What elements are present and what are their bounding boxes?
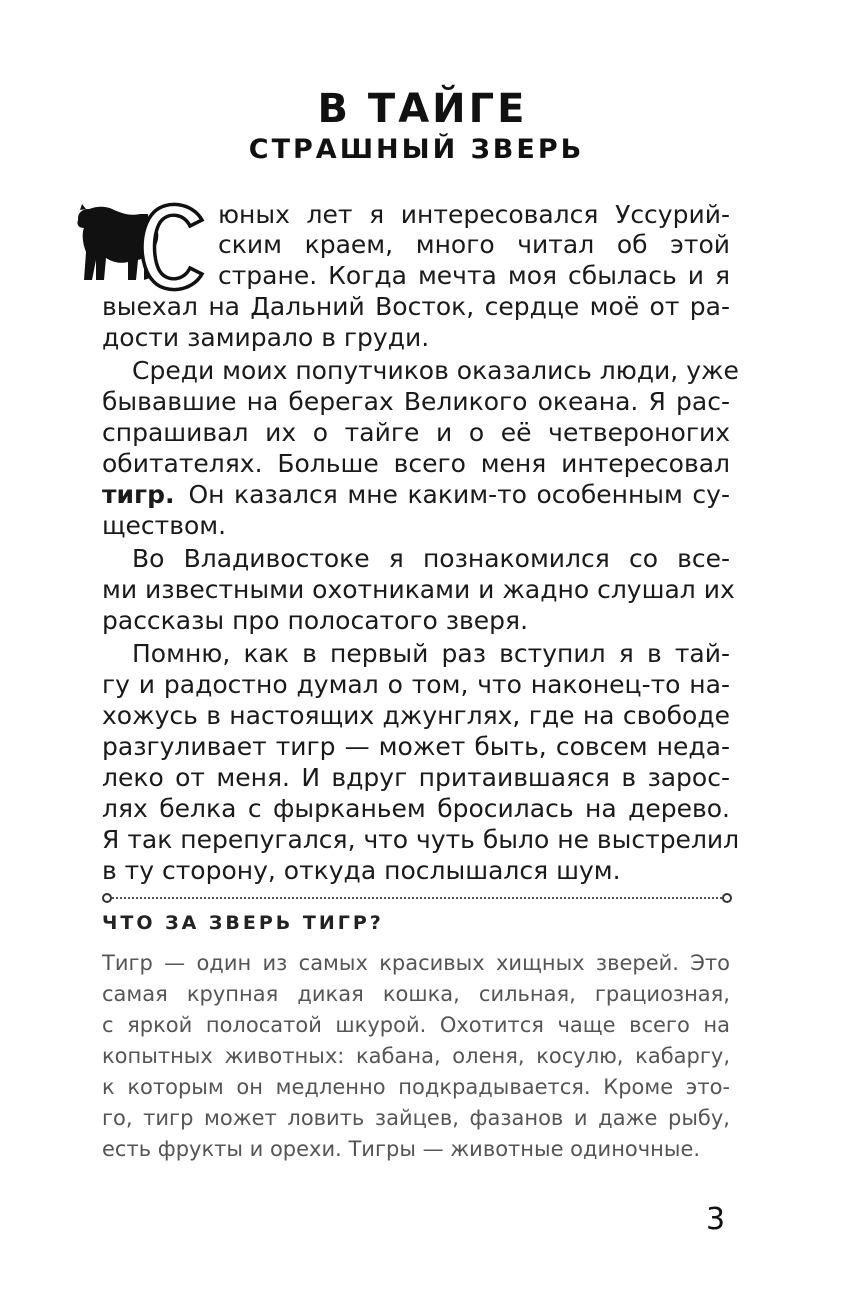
story-line: бывавшие на берегах Великого океана. Я рас- <box>102 387 730 416</box>
story-line: ми известными охотниками и жадно слушал их <box>102 575 735 604</box>
story-line: стране. Когда мечта моя сбылась и я <box>218 261 730 290</box>
story-line: Помню, как в первый раз вступил я в тай- <box>132 639 730 668</box>
story-line-mixed <box>102 480 730 510</box>
fact-box-line: есть фрукты и орехи. Тигры — животные одиночные. <box>102 1137 701 1161</box>
chapter-title: В ТАЙГЕ <box>317 86 528 132</box>
story-line: юных лет я интересовался Уссурий- <box>218 200 730 229</box>
story-line: ским краем, много читал об этой <box>218 230 730 259</box>
fact-box-line: го, тигр может ловить зайцев, фазанов и даже рыбу, <box>102 1106 730 1130</box>
story-line: ществом. <box>102 511 227 540</box>
story-line-rest: Он казался мне каким-то особенным су- <box>188 480 730 509</box>
story-line: леко от меня. И вдруг притаившаяся в зарос- <box>102 763 730 792</box>
divider-dotted-line <box>112 897 722 899</box>
story-line: хожусь в настоящих джунглях, где на свободе <box>102 701 730 730</box>
fact-box-line: к которым он медленно подкрадывается. Кроме это- <box>102 1075 730 1099</box>
story-line: разгуливает тигр — может быть, совсем неда- <box>102 732 730 761</box>
fact-box-line: копытных животных: кабана, оленя, косулю, кабаргу, <box>102 1044 730 1068</box>
divider-endpoint <box>722 893 732 903</box>
chapter-subtitle: СТРАШНЫЙ ЗВЕРЬ <box>248 134 585 165</box>
fact-box-line: с яркой полосатой шкурой. Охотится чаще всего на <box>102 1013 730 1037</box>
story-line: Я так перепугался, что чуть было не выстрелил <box>102 825 740 854</box>
dropcap <box>74 198 214 298</box>
story-line: Во Владивостоке я познакомился со все- <box>132 544 730 573</box>
divider-endpoint <box>102 893 112 903</box>
emphasized-word: тигр. <box>102 480 175 509</box>
fact-box-line: самая крупная дикая кошка, сильная, грациозная, <box>102 982 730 1006</box>
story-line: спрашивал их о тайге и о её четвероногих <box>102 418 730 447</box>
dropcap-letter <box>74 198 214 298</box>
story-line: в ту сторону, откуда послышался шум. <box>102 856 621 885</box>
story-line: лях белка с фырканьем бросилась на дерево. <box>102 794 730 823</box>
story-line: дости замирало в груди. <box>102 323 430 352</box>
story-line: обитателях. Больше всего меня интересовал <box>102 449 730 478</box>
page-number: 3 <box>706 1202 726 1237</box>
fact-box-line: Тигр — один из самых красивых хищных зверей. Это <box>102 951 730 975</box>
story-line: Среди моих попутчиков оказались люди, уже <box>132 356 739 385</box>
story-line: выехал на Дальний Восток, сердце моё от ра- <box>102 292 730 321</box>
story-line: гу и радостно думал о том, что наконец-то на- <box>102 670 730 699</box>
story-line: рассказы про полосатого зверя. <box>102 606 529 635</box>
fact-box-heading: ЧТО ЗА ЗВЕРЬ ТИГР? <box>102 912 384 934</box>
fact-box-divider <box>102 893 732 903</box>
